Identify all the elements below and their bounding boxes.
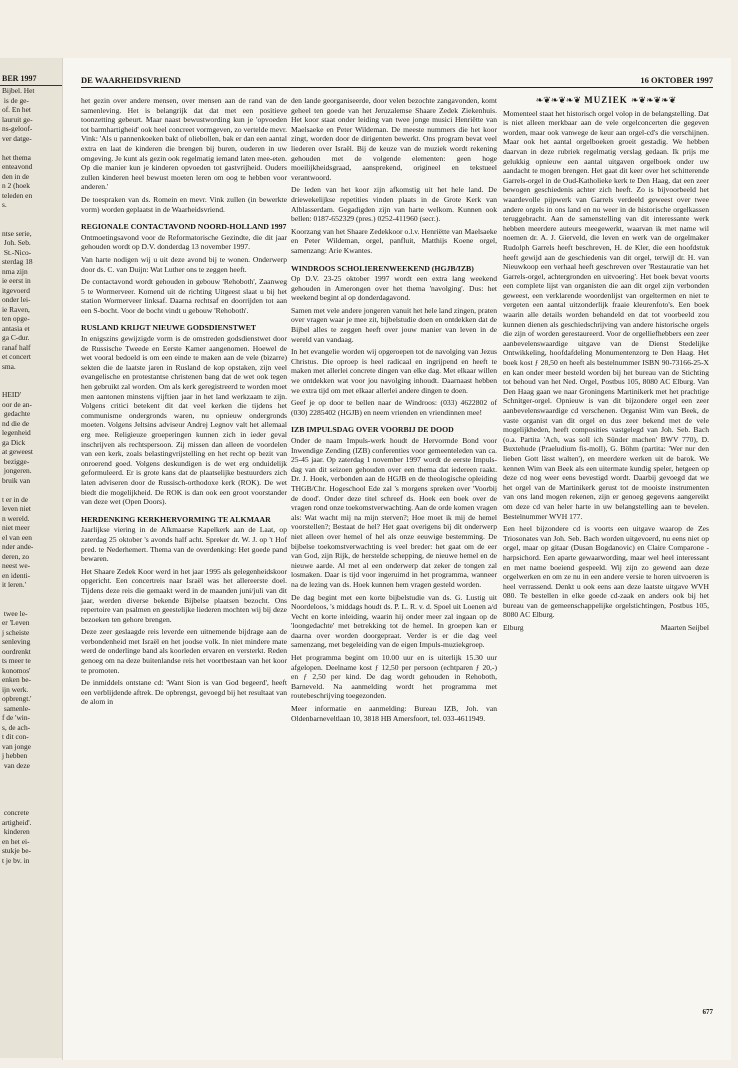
paragraph: het gezin over andere mensen, over mensen aan de rand van de samenleving. Het is belangrijk dat dat met een positieve toonzetting gebeurt. Maar naast bewustwording kun je 'opvoeden tot barmhartigheid' ook heel concreet vormgeven, zo vertelde mevr. Vink: 'Als u pannenkoeken bakt of oliebollen, bak er dan een aantal extra en laat de kinderen die brengen bij buren, ouderen in uw omgeving. Je kunt als gezin ook regelmatig iemand laten mee-eten. Op die manier kun je kinderen opvoeden tot gastvrijheid. Ouders zullen kinderen heel bewust moeten leren om oog te hebben voor anderen.' xyxy=(81,96,287,192)
publication-date: 16 OKTOBER 1997 xyxy=(640,75,713,85)
section-title: MUZIEK xyxy=(584,95,628,105)
previous-page-header: BER 1997 xyxy=(0,58,62,86)
paragraph: Onder de naam Impuls-werk houdt de Hervormde Bond voor Inwendige Zending (IZB) conferenties voor gemeenteleden van ca. 25-45 jaar. Op zaterdag 1 november 1997 wordt de eerste Impuls-dag van dit seizoen gehouden over een thema dat iedereen raakt. Dr. J. Hoek, verbonden aan de HGJB en de theologische opleiding THGB/Chr. Hogeschool Ede zal 's morgens spreken over 'Voorbij de dood'. Onder deze titel schreef ds. Hoek een boek over de vragen rond onze toekomstverwachting. Aan de orde komen vragen als: Wat wacht mij na mijn sterven?; Hoe moet ik mij de hemel voorstellen?; Bestaat de hel? Het gaat overigens bij dit onderwerp niet alleen over hemel of hel als onze eeuwige bestemming. De bijbelse toekomstverwachting is veel breder: het gaat om de eer van God, zijn Rijk, de herstelde schepping, de nieuwe hemel en de nieuwe aarde. Al met al een onderwerp dat zeker de tongen zal losmaken. Daar is tijd voor ingeruimd in het programma, wanneer na de lezing van ds. Hoek kunnen hem vragen gesteld worden. xyxy=(291,436,497,589)
paragraph: De dag begint met een korte bijbelstudie van ds. G. Lustig uit Noordeloos, 's middags houdt ds. P. L. R. v. d. Spoel uit Loenen a/d Vecht en korte inleiding, waarin hij onder meer zal ingaan op de 'loongedachte' met betrekking tot de hemel. In groepen kan er daarna over worden doorgepraat. Verder is er die dag veel samenzang, met begeleiding van de eigen Impuls-muziekgroep. xyxy=(291,592,497,650)
heading-regionale-contactavond: REGIONALE CONTACTAVOND NOORD-HOLLAND 1997 xyxy=(81,222,287,232)
paragraph: Op D.V. 23-25 oktober 1997 wordt een extra lang weekend gehouden in Amerongen over het thema 'navolging'. Dus: het weekend begint al op donderdagavond. xyxy=(291,274,497,303)
signature-author: Maarten Seijbel xyxy=(660,623,709,633)
ornament-right-icon: ❧❦❧❦❧❦ xyxy=(631,95,677,105)
column-3 xyxy=(503,96,709,633)
column-2 xyxy=(291,96,497,726)
heading-herdenking: HERDENKING KERKHERVORMING TE ALKMAAR xyxy=(81,514,271,524)
paragraph: Het Shaare Zedek Koor werd in het jaar 1995 als gelegenheidskoor opgericht. Een concertreis naar Israël was het allereerste doel. Tijdens deze reis die gemaakt werd in de maanden juni/juli van dit jaar, werden diverse bekende Bijbelse plaatsen bezocht. Ons repertoire van psalmen en geestelijke liederen mochten wij bij deze bezoeken ten gehore brengen. xyxy=(81,566,287,624)
page-number: 677 xyxy=(702,1008,713,1016)
previous-page-edge xyxy=(0,58,63,1058)
paragraph: De inmiddels ontstane cd: 'Want Sion is van God begeerd', heeft een verblijdende aftrek. De opbrengst, gevoegd bij het resultaat van de alom in xyxy=(81,678,287,707)
paragraph: Meer informatie en aanmelding: Bureau IZB, Joh. van Oldenbarneveltlaan 10, 3818 HB Amersfoort, tel. 033-4611949. xyxy=(291,704,497,723)
page-header xyxy=(81,75,713,88)
paragraph: Samen met vele andere jongeren vanuit het hele land zingen, praten over vragen waar je mee zit, bijbelstudie doen en ontdekken dat de Bijbel alles te zeggen heeft over jouw manier van leven in de wereld van vandaag. xyxy=(291,305,497,344)
column-1 xyxy=(81,96,287,710)
muziek-section-title xyxy=(503,96,709,106)
signature xyxy=(503,623,709,633)
paragraph: Een heel bijzondere cd is voorts een uitgave waarop de Zes Triosonates van Joh. Seb. Bach worden uitgevoerd, nu eens niet op orgel, maar op gitaar (Dusan Bogdanovic) en Claire Comparone - harpsichord. Een aparte gewaarwording, maar wel heel interessant en met name boeiend gespeeld. Wij zijn zo gewend aan deze orgelwerken en om ze nu in een andere versie te horen uitvoeren is heel verrassend. Denkt u ook eens aan deze laatste uitgave WVH 080. Te bestellen in elke goede cd-zaak en anders ook bij het bureau van de gemeenschappelijke orgelstichtingen, Postbus 105, 8080 AC Elburg. xyxy=(503,524,709,620)
paragraph: Koorzang van het Shaare Zedekkoor o.l.v. Henriëtte van Maelsaeke en Peter Wildeman, orgel, panfluit, Matthijs Koene orgel, samenzang: Arie Kwantes. xyxy=(291,226,497,255)
paragraph: De contactavond wordt gehouden in gebouw 'Rehoboth', Zaanweg 5 te Wormerveer. Komend uit de richting Uitgeest slaat u bij het station Wormerveer linksaf. Daarna rechtsaf en doorrijden tot aan een S-bocht. Voor de bocht vindt u gebouw 'Rehoboth'. xyxy=(81,277,287,315)
paragraph: Ontmoetingsavond voor de Reformatorische Gezindte, die dit jaar gehouden wordt op D.V. donderdag 13 november 1997. xyxy=(81,232,287,252)
paragraph: De toespraken van ds. Romein en mevr. Vink zullen (in bewerkte vorm) worden geplaatst in de Waarheidsvriend. xyxy=(81,194,287,214)
publication-title: DE WAARHEIDSVRIEND xyxy=(81,75,181,85)
paragraph: Deze zeer geslaagde reis leverde een uitnemende bijdrage aan de verbondenheid met Israël en het joodse volk. In niet mindere mate werd de onderlinge band als koorleden ervaren en versterkt. Reden genoeg om na deze buitenlandse reis het voortbestaan van het koor te promoten. xyxy=(81,627,287,675)
ornament-left-icon: ❧❦❧❦❧❦ xyxy=(535,95,581,105)
heading-rusland: RUSLAND KRIJGT NIEUWE GODSDIENSTWET xyxy=(81,323,257,333)
paragraph: Geef je op door te bellen naar de Windroos: (033) 4622802 of (030) 2285402 (HGJB) en neem vrienden en vriendinnen mee! xyxy=(291,398,497,417)
paragraph: In het evangelie worden wij opgeroepen tot de navolging van Jezus Christus. Die oproep is heel radicaal en ingrijpend en heeft te maken met allerlei concrete dingen van elke dag. Met elkaar willen we ontdekken wat voor jou navolging inhoudt. Daarnaast hebben we extra tijd om met elkaar allerlei andere dingen te doen. xyxy=(291,347,497,395)
newspaper-page xyxy=(62,58,731,1060)
paragraph: den lande georganiseerde, door velen bezochte zangavonden, komt geheel ten goede van het Jeruzalemse Shaare Zedek Ziekenhuis. Het koor staat onder leiding van twee jonge musici Henriëtte van Maelsaeke en Peter Wildeman. De meeste nummers die het koor zingt, worden door de dirigenten bewerkt. Ons program bevat veel liederen over Israël. Bij de keuze van de muziek wordt rekening gehouden met de volgende elementen: geen hoge moeilijkheidsgraad, aansprekend, origineel en tekstueel verantwoord. xyxy=(291,96,497,182)
paragraph: Jaarlijkse viering in de Alkmaarse Kapelkerk aan de Laat, op zaterdag 25 oktober 's avonds half acht. Spreker dr. W. J. op 't Hof pred. te Nederhemert. Thema van de overdenking: Het goede pand bewaren. xyxy=(81,525,287,564)
signature-place: Elburg xyxy=(503,623,524,633)
previous-page-text: Bijbel. Het is de ge- of. En het lauruit ge- ns-geloof- ver datge- het thema enteavond den in de n 2 (hoek teleden en s. ntse serie, Joh. Seb. St.-Nico- sterdag 18 nma zijn ie eerst in itgevoerd onder lei- ie Raven, ten opge- antasia et ga C-dur. ranaf half et concert sma. HEID' oor de an- gedachte nd die de legenheid ga Dick at geweest bezigge- jongeren. bruik van t er in de leven niet n wereld. niet meer el van een nder ande- deren, zo neest we- en identi- it leren.' twee le- er 'Leven j scheiste senleving oordrenkt ts meer te konomos' enken be- ijn werk. opbrengt.' samenle- f de 'win- s, de ach- t dit con- van jonge j hebben van deze concrete artigheid'. kinderen en het ei- stukje be- t je bv. in xyxy=(2,86,35,865)
paragraph: Momenteel staat het historisch orgel volop in de belangstelling. Dat is niet alleen merkbaar aan de vele orgelconcerten die gegeven worden, maar ook vanwege de keur aan orgel-cd's die verschijnen. Maar ook het aantal orgelboeken groeit gestadig. We hebben daarvan in deze rubriek regelmatig verslag gedaan. Ik prijs me gelukkig opnieuw een aantal uitgaven orgelboek onder uw aandacht te mogen brengen. Het gaat dit keer over het schitterende Garrels-orgel in de Oud-Katholieke kerk te Den Haag, dat een zeer bewogen geschiedenis achter zich heeft. Zo is bijvoorbeeld het waardevolle pijpwerk van Garrels verdeeld geweest over twee andere orgels in ons land en nu weer in de historische orgelkassen teruggebracht. Aan de samenstelling van dit interessante werk hebben meerdere auteurs meegewerkt, waarvan ik met name wil noemen dr. A. J. Gierveld, die leven en werk van de orgelmaker Rudolph Garrels heeft beschreven, H. de Kler, die een hoofdstuk heeft gewijd aan de geschiedenis van dit orgel, terwijl dr. H. van Nieuwkoop een verhaal heeft geschreven over 'Restauratie van het Garrels-orgel, achtergronden en uitvoering'. Het boek bevat voorts een complete lijst van organisten die aan dit orgel zijn verbonden geweest, een verklarende woordenlijst van orgeltermen en niet te vergeten een aantal uitzonderlijk fraaie kleurenfoto's. Een boek waarin alle details worden behandeld en dat tot voorbeeld zou kunnen dienen als geschiedschrijving van andere historische orgels die zijn of worden gerestaureerd. Voor de orgelliefhebbers een zeer aanbevelenswaardige uitgave van de Dienst Stedelijke Ontwikkeling, hoofdafdeling Monumentenzorg te Den Haag. Het boek kost ƒ 28,50 en heeft als bestelnummer ISBN 90-73166-25-X en kan onder meer besteld worden bij het bureau van de Stichting tot behoud van het Ned. Orgel, Postbus 105, 8080 AC Elburg. Van Den Haag gaan we naar Groningens Martinikerk met het prachtige Schnitger-orgel. Opnieuw is van dit bijzondere orgel een zeer aanbevelenswaardige cd verschenen. Organist Wim van Beek, de vaste organist van dit orgel en dus zeer bekend met de vele mogelijkheden, heeft composities vastgelegd van Joh. Seb. Bach (o.a. Partita 'Ach, was soll ich Sünder machen' BWV 770), D. Buxtehude (Praeludium fis-moll), G. Böhm (partita: 'Wer nur den lieben Gott lässt walten'), en meerdere werken uit de barok. We kennen Wim van Beek als een uitermate kundig speler, hetgeen op deze cd nog weer eens bevestigd wordt. Daarbij gevoegd dat we het orgel van de Martinikerk gerust tot de mooiste instrumenten van ons land mogen rekenen, zijn er genoeg gegevens aangereikt om deze cd van heler harte in uw belangstelling aan te bevelen. Bestelnummer WVH 177. xyxy=(503,108,709,521)
heading-windroos: WINDROOS SCHOLIERENWEEKEND (HGJB/IZB) xyxy=(291,263,474,273)
paragraph: Het programma begint om 10.00 uur en is uiterlijk 15.30 uur afgelopen. Deelname kost ƒ 12,50 per persoon (echtparen ƒ 20,-) en ƒ 2,50 per kind. De dag wordt gehouden in Rehoboth, Barneveld. Na aanmelding wordt het programma met routebeschrijving toegezonden. xyxy=(291,653,497,701)
paragraph: Van harte nodigen wij u uit deze avond bij te wonen. Onderwerp door ds. C. van Duijn: Wat Luther ons te zeggen heeft. xyxy=(81,254,287,274)
heading-izb-impulsdag: IZB IMPULSDAG OVER VOORBIJ DE DOOD xyxy=(291,425,454,435)
paragraph: De leden van het koor zijn afkomstig uit het hele land. De driewekelijkse repetities vinden plaats in de Grote Kerk van Alblasserdam. Gegadigden zijn van harte welkom. Kunnen ook bellen: 0187-652329 (pres.) 0252-411960 (secr.). xyxy=(291,185,497,224)
paragraph: In enigszins gewijzigde vorm is de omstreden godsdienstwet door de Russische Tweede en Eerste Kamer aangenomen. Hoewel de wet vooral bedoeld is om een einde te maken aan de vele (bizarre) sekten die de laatste jaren in Rusland de kop opstaken, zijn veel evangelische en protestantse christenen bang dat de wet ook tegen hen gebruikt zal worden. Om als kerk geregistreerd te worden moet men aantonen minstens vijftien jaar in het land werkzaam te zijn. Volgens critici betekent dit dat veel kerken die tijdens het communisme ondergronds waren, nu opnieuw ondergronds moeten. Volgens Jeltsins adviseur Andrej Legnov valt het allemaal erg mee. Religieuze groeperingen kunnen zich in ieder geval inschrijven als rechtspersoon. Zij missen dan alleen de voordelen van een kerk, zoals belastingvrijstelling en het recht op bezit van onroerend goed. Volgens deskundigen is de wet erg onduidelijk geformuleerd. Er is grote kans dat de plaatselijke bestuurders zich laten adviseren door de Russisch-orthodoxe kerk (ROK). De wet biedt die mogelijkheid. De ROK is dan ook een groot voorstander van deze wet (Open Doors). xyxy=(81,334,287,507)
